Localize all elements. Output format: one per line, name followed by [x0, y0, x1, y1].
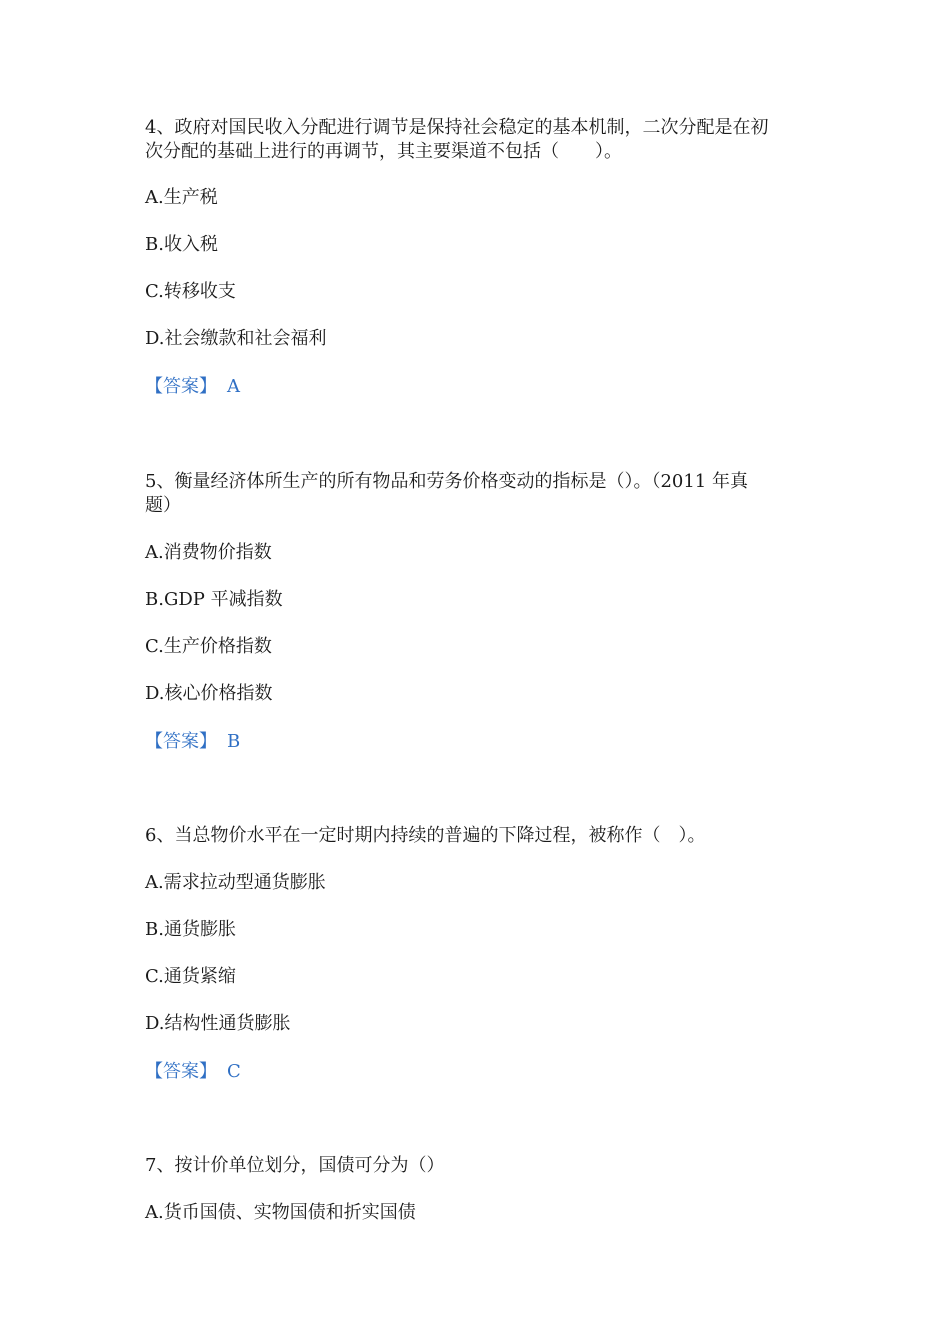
question-6-option-b: B.通货膨胀 — [145, 919, 236, 940]
question-7-option-a: A.货币国债、实物国债和折实国债 — [145, 1202, 416, 1223]
question-6-answer — [145, 1060, 241, 1084]
question-4-option-a: A.生产税 — [145, 187, 218, 208]
question-4-option-c: C.转移收支 — [145, 281, 236, 302]
answer-label: 【答案】 — [145, 1061, 217, 1082]
question-6-stem-line-1: 6、当总物价水平在一定时期内持续的普遍的下降过程，被称作（ ）。 — [145, 825, 706, 846]
question-6-option-c: C.通货紧缩 — [145, 966, 236, 987]
question-5-answer — [145, 730, 240, 754]
answer-value: B — [227, 731, 241, 752]
answer-label: 【答案】 — [145, 731, 217, 752]
question-4-option-b: B.收入税 — [145, 234, 218, 255]
question-5-option-d: D.核心价格指数 — [145, 683, 273, 704]
answer-label: 【答案】 — [145, 376, 217, 397]
answer-value: C — [227, 1061, 241, 1082]
question-5-stem-line-1: 5、衡量经济体所生产的所有物品和劳务价格变动的指标是（）。（2011 年真 — [145, 471, 748, 492]
question-5-option-c: C.生产价格指数 — [145, 636, 272, 657]
question-4-stem-line-2: 次分配的基础上进行的再调节，其主要渠道不包括（ ）。 — [145, 141, 622, 162]
question-6-option-d: D.结构性通货膨胀 — [145, 1013, 291, 1034]
question-5-option-a: A.消费物价指数 — [145, 542, 272, 563]
question-5-option-b: B.GDP 平减指数 — [145, 589, 283, 610]
question-4-answer — [145, 375, 240, 399]
question-4-stem-line-1: 4、政府对国民收入分配进行调节是保持社会稳定的基本机制，二次分配是在初 — [145, 117, 769, 138]
question-4-option-d: D.社会缴款和社会福利 — [145, 328, 327, 349]
question-5-stem-line-2: 题） — [145, 495, 181, 516]
question-6-option-a: A.需求拉动型通货膨胀 — [145, 872, 326, 893]
question-7-stem-line-1: 7、按计价单位划分，国债可分为（） — [145, 1155, 445, 1176]
answer-value: A — [227, 376, 240, 397]
